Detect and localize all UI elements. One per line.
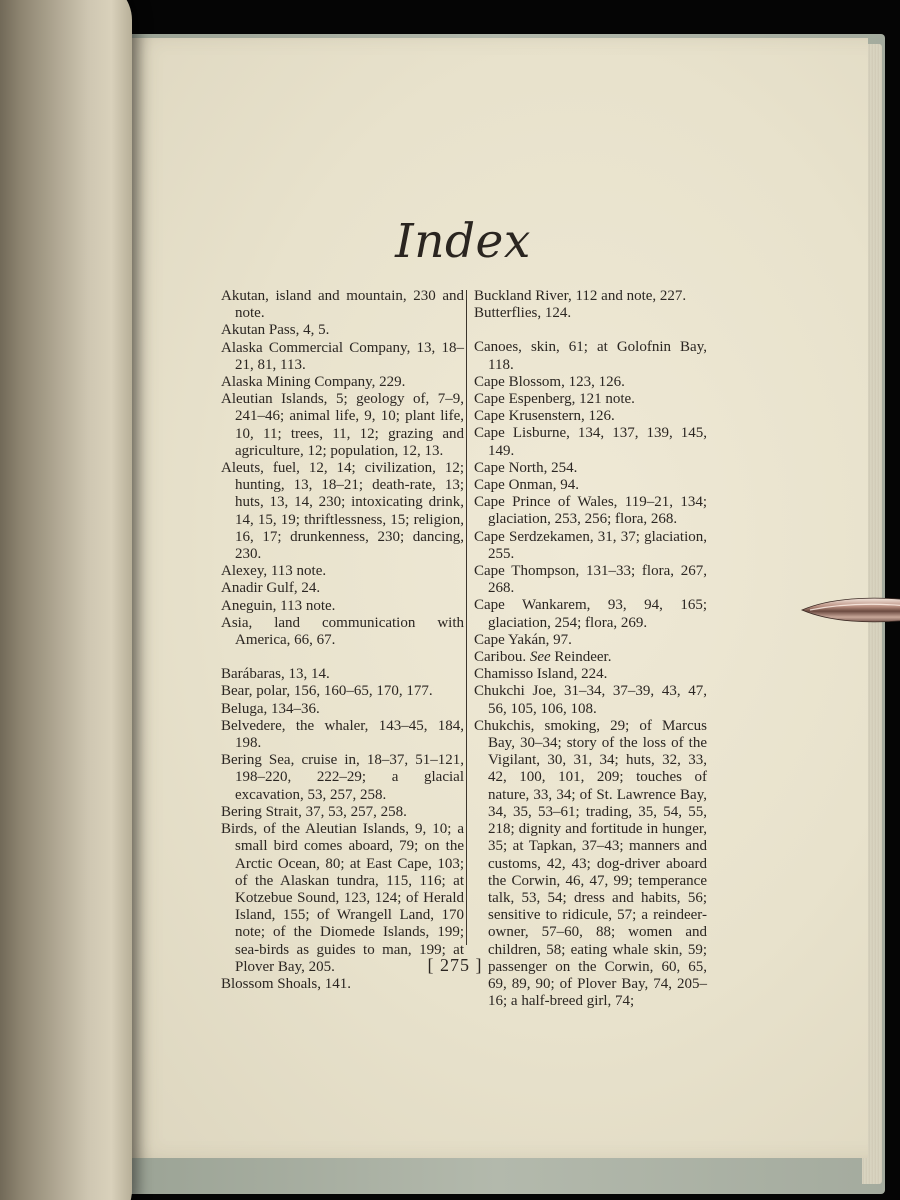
index-entry: Bering Strait, 37, 53, 257, 258.: [221, 803, 407, 820]
index-entry: Anadir Gulf, 24.: [221, 580, 321, 597]
index-entry: Cape Krusenstern, 126.: [474, 408, 615, 425]
index-entry: Chukchis, smoking, 29; of Marcus Bay, 30–34; story of the loss of the Vigilant, 30, 31, 34; huts, 32, 33, 42, 100, 101, 209; touches of nature, 33, 34; of St. Lawrence Bay, 34, 35, 53–61; trading, 35, 54, 55, 218; dignity and fortitude in hunger, 35; at Tapkan, 37–43; manners and customs, 42, 43; dog-driver aboard the Corwin, 46, 47, 99; temperance talk, 53, 54; dress and habits, 56; sensitive to ridicule, 57; a reindeer-owner, 57–60, 88; women and children, 58; eating whale skin, 59; passenger on the Corwin, 60, 65, 69, 89, 90; of Plover Bay, 74, 205–16; a half-breed girl, 74;: [474, 717, 707, 1010]
index-entry: Alaska Commercial Company, 13, 18–21, 81, 113.: [221, 339, 464, 373]
index-entry: Aleutian Islands, 5; geology of, 7–9, 241–46; animal life, 9, 10; plant life, 10, 11; trees, 11, 12; grazing and agriculture, 12; population, 12, 13.: [221, 391, 464, 459]
index-entry: Cape Thompson, 131–33; flora, 267, 268.: [474, 563, 707, 597]
page-title: Index: [395, 214, 531, 269]
index-entry: Aneguin, 113 note.: [221, 597, 336, 614]
index-entry-head: Caribou.: [474, 649, 530, 666]
index-entry: Cape Wankarem, 93, 94, 165; glaciation, 254; flora, 269.: [474, 597, 707, 631]
index-entry: Barábaras, 13, 14.: [221, 666, 330, 683]
index-entry: [474, 649, 707, 666]
see-target: Reindeer.: [550, 649, 612, 666]
index-entry: Chamisso Island, 224.: [474, 666, 608, 683]
index-entry: Cape Prince of Wales, 119–21, 134; glaciation, 253, 256; flora, 268.: [474, 494, 707, 528]
index-entry: Buckland River, 112 and note, 227.: [474, 288, 687, 304]
index-entry: Alaska Mining Company, 229.: [221, 374, 406, 391]
index-entry: Blossom Shoals, 141.: [221, 975, 352, 992]
index-entry: Butterflies, 124.: [474, 305, 572, 322]
index-entry: Cape Lisburne, 134, 137, 139, 145, 149.: [474, 425, 707, 459]
index-entry: Asia, land communication with America, 66, 67.: [221, 614, 464, 649]
index-entry: Cape Yakán, 97.: [474, 631, 572, 648]
index-entry: Bear, polar, 156, 160–65, 170, 177.: [221, 683, 433, 700]
index-entry: Alexey, 113 note.: [221, 563, 327, 580]
column-divider: [466, 290, 467, 945]
facing-page-curve: [0, 0, 132, 1200]
index-entry: Cape Serdzekamen, 31, 37; glaciation, 255.: [474, 528, 707, 562]
index-entry: Cape North, 254.: [474, 459, 578, 476]
index-entry: Beluga, 134–36.: [221, 700, 320, 717]
index-entry: Belvedere, the whaler, 143–45, 184, 198.: [221, 717, 464, 752]
index-column-left: [221, 288, 464, 993]
index-entry: Cape Blossom, 123, 126.: [474, 373, 625, 390]
index-entry: Canoes, skin, 61; at Golofnin Bay, 118.: [474, 339, 707, 373]
index-entry: Chukchi Joe, 31–34, 37–39, 43, 47, 56, 105, 106, 108.: [474, 683, 707, 717]
entry-gap: [221, 649, 464, 666]
index-entry: Bering Sea, cruise in, 18–37, 51–121, 198–220, 222–29; a glacial excavation, 53, 257, 258.: [221, 752, 464, 803]
index-entry: Birds, of the Aleutian Islands, 9, 10; a small bird comes aboard, 79; on the Arctic Ocean, 80; at East Cape, 103; of the Alaskan tundra, 115, 116; at Kotzebue Sound, 123, 124; of Herald Island, 155; of Wrangell Land, 170 note; of the Diomede Islands, 199; sea-birds as guides to man, 199; at Plover Bay, 205.: [221, 821, 464, 975]
metal-pointer-icon: [800, 594, 900, 626]
index-entry: Akutan Pass, 4, 5.: [221, 322, 330, 339]
index-entry: Aleuts, fuel, 12, 14; civilization, 12; hunting, 13, 18–21; death-rate, 13; huts, 13, 14, 230; intoxicating drink, 14, 15, 19; thriftlessness, 15; religion, 16, 17; drunkenness, 230; dancing, 230.: [221, 460, 464, 563]
page-number: [ 275 ]: [427, 955, 483, 975]
index-entry: Akutan, island and mountain, 230 and note.: [221, 288, 464, 322]
index-entry: Cape Espenberg, 121 note.: [474, 391, 635, 408]
entry-gap: [474, 322, 707, 339]
index-column-right: [474, 288, 707, 1010]
see-reference: See: [529, 649, 551, 666]
index-entry: Cape Onman, 94.: [474, 477, 579, 494]
